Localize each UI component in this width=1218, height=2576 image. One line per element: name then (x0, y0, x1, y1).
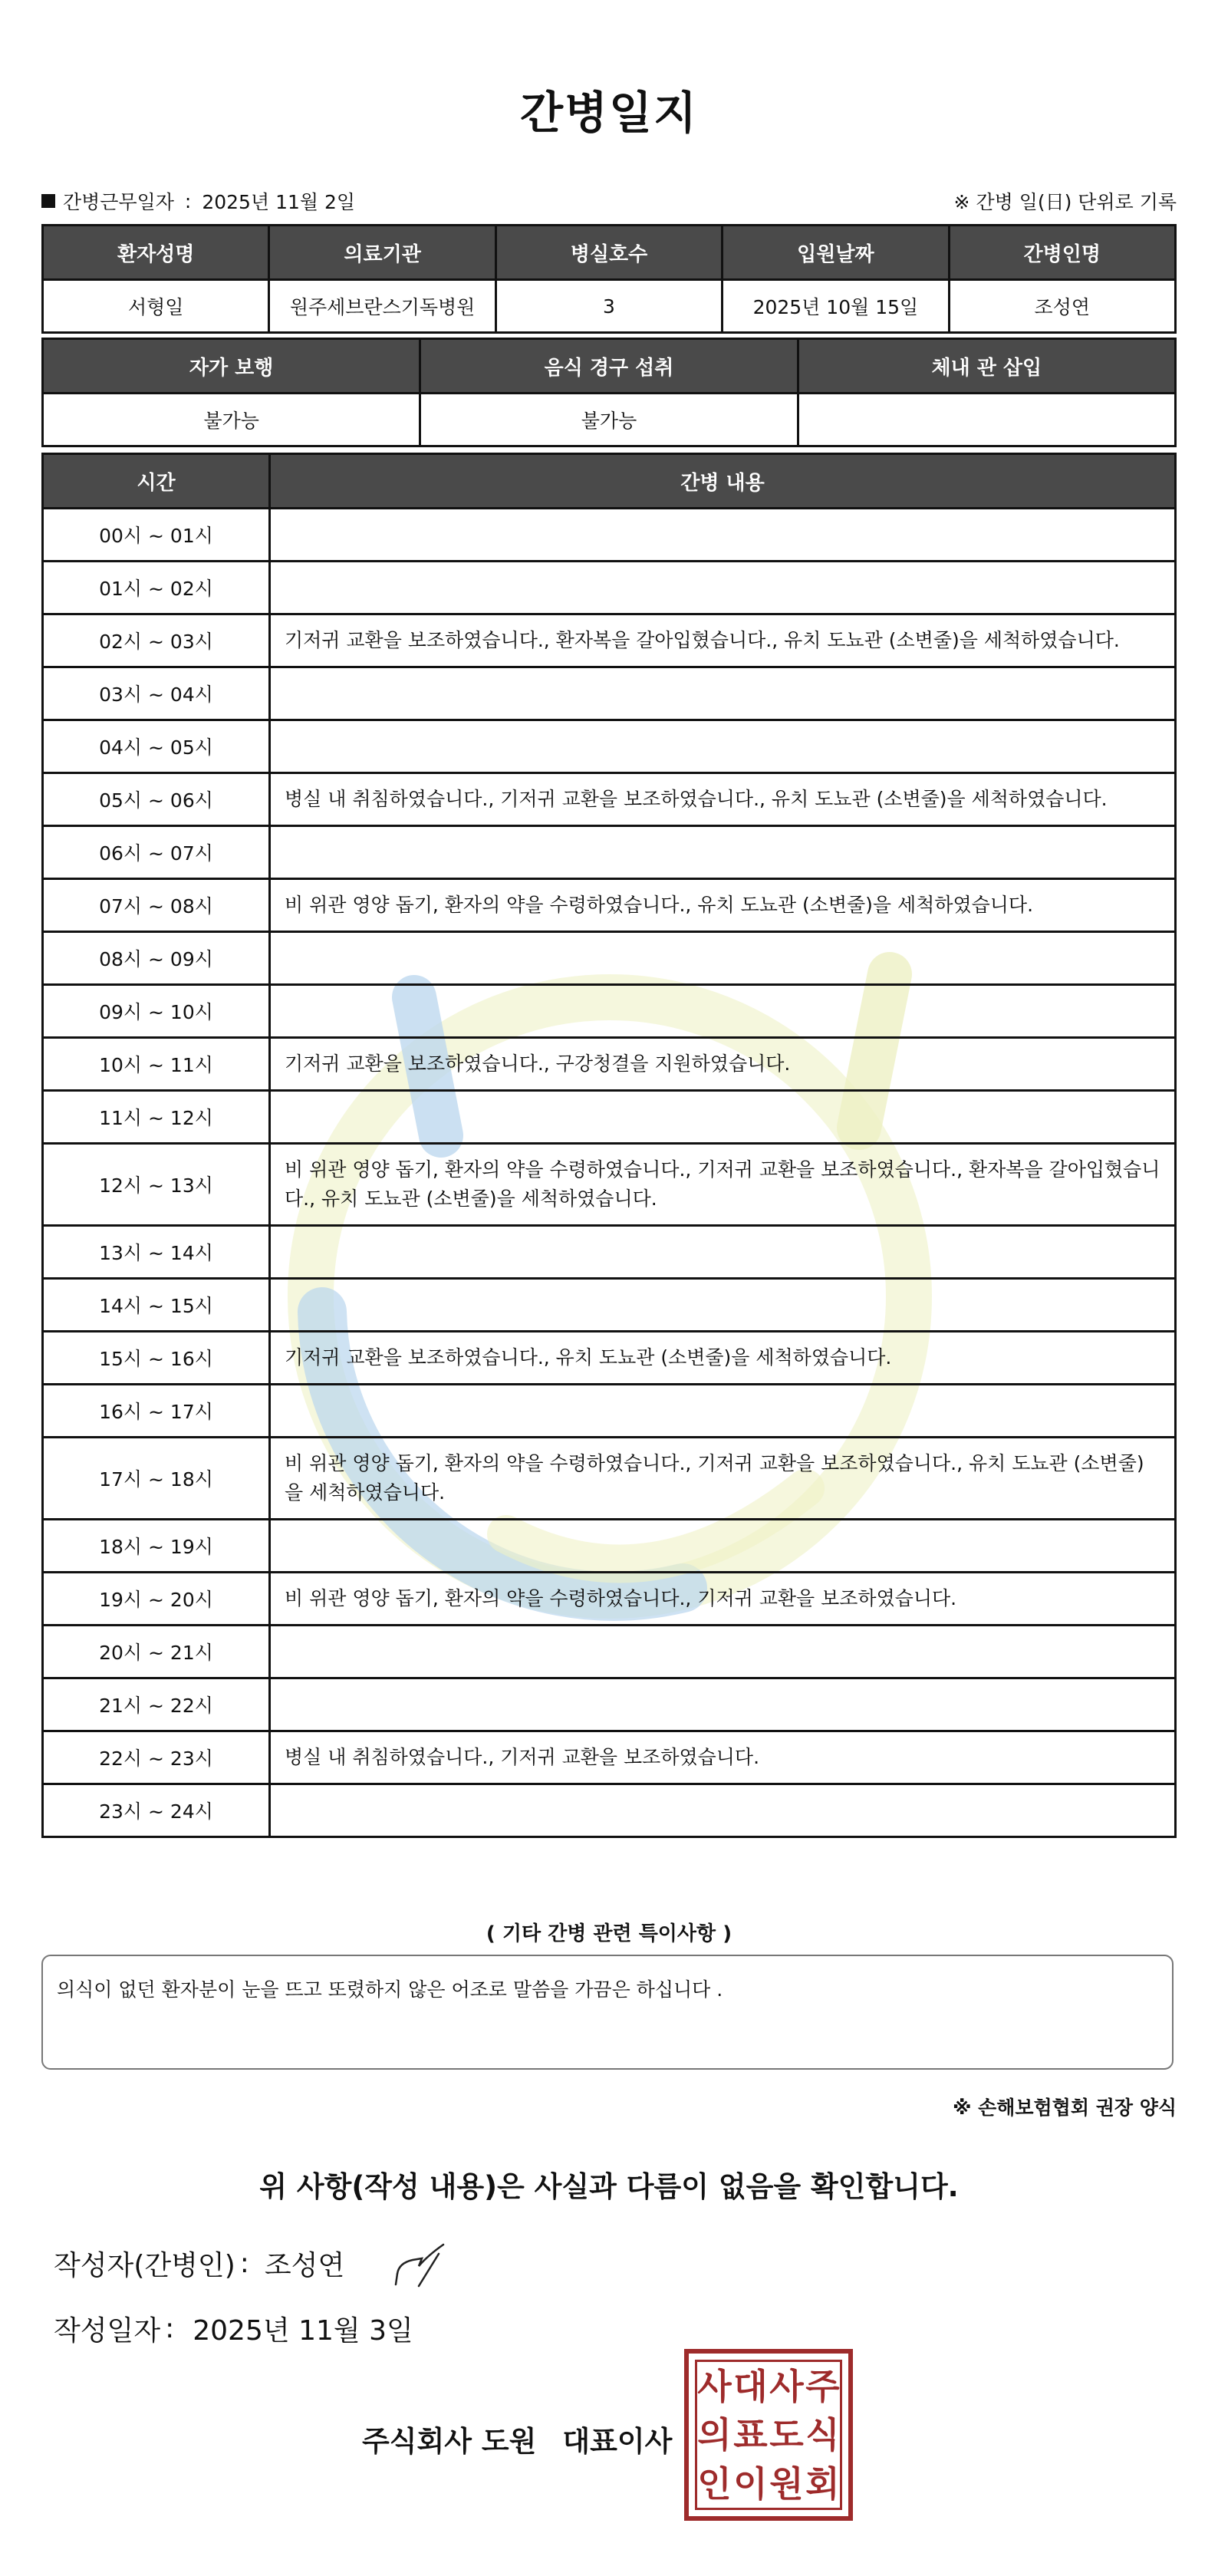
written-date-line (54, 2309, 413, 2348)
care-content (270, 1226, 1176, 1279)
care-content (270, 1091, 1176, 1144)
tube-insertion-value (798, 394, 1175, 446)
header-tube-insertion: 체내 관 삽입 (798, 339, 1175, 394)
seal-glyph: 원 (769, 2462, 804, 2505)
time-slot: 23시 ~ 24시 (43, 1784, 270, 1837)
seal-glyph: 도 (769, 2414, 804, 2456)
care-content: 병실 내 취침하였습니다., 기저귀 교환을 보조하였습니다., 유치 도뇨관 (소변줄)을 세척하였습니다. (270, 773, 1176, 826)
table-row (43, 932, 1176, 985)
company-line (362, 2418, 672, 2459)
ceo-title: 대표이사 (562, 2425, 673, 2458)
table-row (43, 1091, 1176, 1144)
header-patient-name: 환자성명 (43, 226, 269, 280)
writer-line (54, 2244, 344, 2283)
patient-value-row (43, 280, 1176, 333)
admission-date: 2025년 10월 15일 (723, 280, 949, 333)
header-admission-date: 입원날짜 (723, 226, 949, 280)
table-row (43, 1332, 1176, 1385)
seal-glyph: 주 (805, 2366, 840, 2407)
seal-glyph: 사 (769, 2366, 804, 2407)
caregiver-name: 조성연 (949, 280, 1175, 333)
table-row (43, 1226, 1176, 1279)
table-row (43, 1784, 1176, 1837)
table-row (43, 1731, 1176, 1784)
work-date (41, 187, 355, 215)
date-label: 작성일자 (54, 2315, 161, 2347)
time-slot: 00시 ~ 01시 (43, 509, 270, 562)
time-slot: 03시 ~ 04시 (43, 667, 270, 720)
care-content (270, 1520, 1176, 1573)
hospital-name: 원주세브란스기독병원 (269, 280, 495, 333)
signature-mark (391, 2240, 460, 2289)
ability-header-row (43, 339, 1176, 394)
header-room: 병실호수 (495, 226, 722, 280)
walking-value: 불가능 (43, 394, 420, 446)
seal-glyph: 이 (733, 2462, 768, 2505)
work-date-colon: : (184, 189, 192, 212)
table-row (43, 1279, 1176, 1332)
patient-name: 서형일 (43, 280, 269, 333)
care-content (270, 1279, 1176, 1332)
time-slot: 22시 ~ 23시 (43, 1731, 270, 1784)
writer-label: 작성자(간병인) (54, 2250, 235, 2281)
care-content: 기저귀 교환을 보조하였습니다., 구강청결을 지원하였습니다. (270, 1038, 1176, 1091)
care-content (270, 1678, 1176, 1731)
care-content: 비 위관 영양 돕기, 환자의 약을 수령하였습니다., 기저귀 교환을 보조하였습니다., 환자복을 갈아입혔습니다., 유치 도뇨관 (소변줄)을 세척하였습니다. (270, 1144, 1176, 1226)
table-row (43, 614, 1176, 667)
care-content (270, 1385, 1176, 1438)
table-row (43, 1144, 1176, 1226)
room-number: 3 (495, 280, 722, 333)
care-content: 기저귀 교환을 보조하였습니다., 환자복을 갈아입혔습니다., 유치 도뇨관 (소변줄)을 세척하였습니다. (270, 614, 1176, 667)
seal-glyph: 의 (697, 2414, 732, 2456)
care-content: 비 위관 영양 돕기, 환자의 약을 수령하였습니다., 기저귀 교환을 보조하였습니다., 유치 도뇨관 (소변줄)을 세척하였습니다. (270, 1438, 1176, 1520)
care-content (270, 932, 1176, 985)
patient-header-row (43, 226, 1176, 280)
writer-colon: : (239, 2248, 249, 2279)
time-slot: 14시 ~ 15시 (43, 1279, 270, 1332)
oral-intake-value: 불가능 (420, 394, 798, 446)
time-slot: 16시 ~ 17시 (43, 1385, 270, 1438)
patient-info-table (41, 224, 1177, 334)
time-slot: 02시 ~ 03시 (43, 614, 270, 667)
care-content (270, 1784, 1176, 1837)
care-log-header-row (43, 454, 1176, 509)
care-content (270, 1626, 1176, 1678)
company-name: 주식회사 도원 (362, 2425, 537, 2458)
time-slot: 07시 ~ 08시 (43, 879, 270, 932)
care-content: 비 위관 영양 돕기, 환자의 약을 수령하였습니다., 기저귀 교환을 보조하였습니다. (270, 1573, 1176, 1626)
time-slot: 12시 ~ 13시 (43, 1144, 270, 1226)
time-slot: 04시 ~ 05시 (43, 720, 270, 773)
date-colon: : (165, 2313, 175, 2344)
time-slot: 05시 ~ 06시 (43, 773, 270, 826)
ability-table (41, 338, 1177, 447)
care-content (270, 509, 1176, 562)
notes-text: 의식이 없던 환자분이 눈을 뜨고 또렸하지 않은 어조로 말씀을 가끔은 하십니다 . (57, 1978, 723, 2001)
table-row (43, 985, 1176, 1038)
care-content: 기저귀 교환을 보조하였습니다., 유치 도뇨관 (소변줄)을 세척하였습니다. (270, 1332, 1176, 1385)
table-row (43, 1573, 1176, 1626)
header-care-content: 간병 내용 (270, 454, 1176, 509)
seal-glyph: 식 (805, 2414, 840, 2456)
header-hospital: 의료기관 (269, 226, 495, 280)
table-row (43, 720, 1176, 773)
care-content (270, 826, 1176, 879)
time-slot: 10시 ~ 11시 (43, 1038, 270, 1091)
time-slot: 13시 ~ 14시 (43, 1226, 270, 1279)
header-walking: 자가 보행 (43, 339, 420, 394)
care-content (270, 667, 1176, 720)
square-bullet-icon (41, 194, 55, 208)
header-caregiver: 간병인명 (949, 226, 1175, 280)
time-slot: 11시 ~ 12시 (43, 1091, 270, 1144)
date-value: 2025년 11월 3일 (193, 2315, 413, 2347)
page-title: 간병일지 (519, 87, 699, 139)
table-row (43, 667, 1176, 720)
notes-box (41, 1955, 1174, 2070)
header-time: 시간 (43, 454, 270, 509)
table-row (43, 509, 1176, 562)
time-slot: 21시 ~ 22시 (43, 1678, 270, 1731)
time-slot: 17시 ~ 18시 (43, 1438, 270, 1520)
time-slot: 20시 ~ 21시 (43, 1626, 270, 1678)
notes-title: ( 기타 간병 관련 특이사항 ) (486, 1922, 732, 1945)
table-row (43, 1678, 1176, 1731)
care-content (270, 985, 1176, 1038)
table-row (43, 826, 1176, 879)
seal-glyph: 인 (697, 2462, 732, 2505)
care-log-table (41, 453, 1177, 1838)
work-date-value: 2025년 11월 2일 (202, 191, 356, 213)
unit-note: ※ 간병 일(日) 단위로 기록 (953, 191, 1177, 213)
ability-value-row (43, 394, 1176, 446)
seal-glyph: 사 (697, 2366, 732, 2407)
recommend-note: ※ 손해보험협회 권장 양식 (953, 2097, 1177, 2119)
time-slot: 06시 ~ 07시 (43, 826, 270, 879)
table-row (43, 1520, 1176, 1573)
header-oral-intake: 음식 경구 섭취 (420, 339, 798, 394)
time-slot: 18시 ~ 19시 (43, 1520, 270, 1573)
table-row (43, 1385, 1176, 1438)
care-content (270, 720, 1176, 773)
writer-name: 조성연 (264, 2250, 345, 2281)
time-slot: 15시 ~ 16시 (43, 1332, 270, 1385)
seal-glyph: 회 (805, 2462, 840, 2505)
table-row (43, 1626, 1176, 1678)
seal-glyph: 표 (733, 2414, 768, 2456)
care-content (270, 562, 1176, 614)
company-seal-stamp (684, 2349, 853, 2521)
seal-glyph: 대 (733, 2366, 768, 2407)
table-row (43, 773, 1176, 826)
table-row (43, 879, 1176, 932)
time-slot: 01시 ~ 02시 (43, 562, 270, 614)
time-slot: 19시 ~ 20시 (43, 1573, 270, 1626)
confirmation-statement: 위 사항(작성 내용)은 사실과 다름이 없음을 확인합니다. (259, 2170, 959, 2203)
time-slot: 08시 ~ 09시 (43, 932, 270, 985)
seal-glyphs (696, 2363, 841, 2508)
work-date-label: 간병근무일자 (63, 191, 174, 213)
care-content: 비 위관 영양 돕기, 환자의 약을 수령하였습니다., 유치 도뇨관 (소변줄)을 세척하였습니다. (270, 879, 1176, 932)
table-row (43, 1438, 1176, 1520)
time-slot: 09시 ~ 10시 (43, 985, 270, 1038)
table-row (43, 562, 1176, 614)
table-row (43, 1038, 1176, 1091)
care-content: 병실 내 취침하였습니다., 기저귀 교환을 보조하였습니다. (270, 1731, 1176, 1784)
